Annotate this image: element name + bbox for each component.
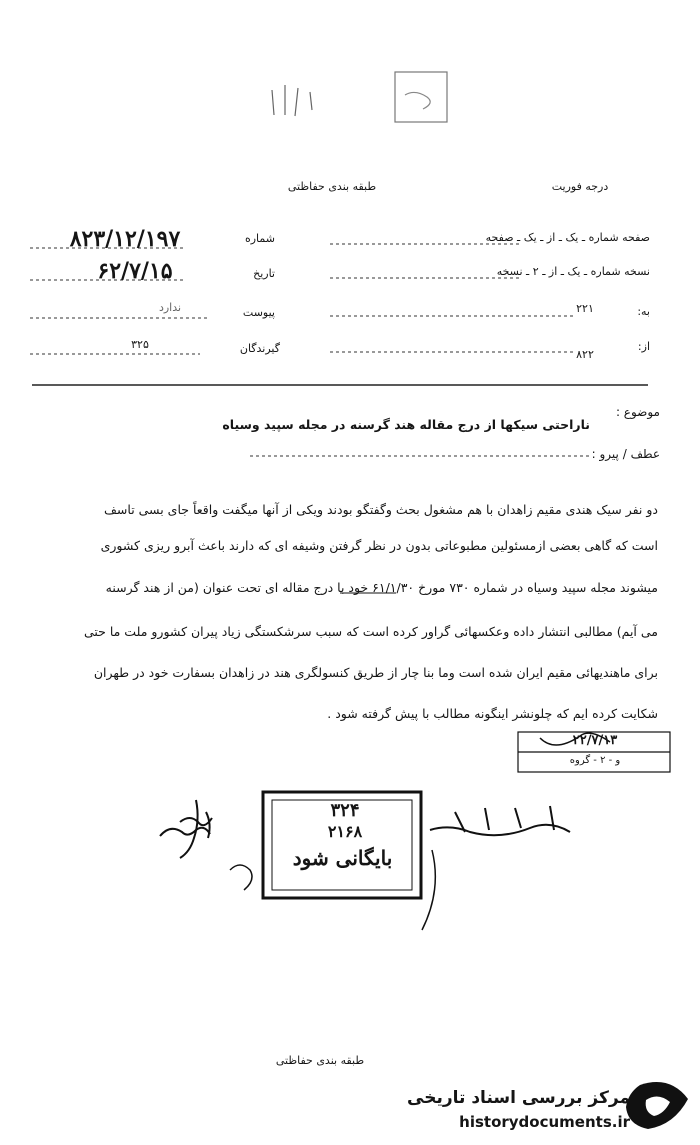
body-line-2: است که گاهی بعضی ازمسئولین مطبوعاتی بدون در نظر گرفتن وشیفه ای که دارند باعث آبرو ریزی کشوری [100, 538, 658, 553]
body-line-1: دو نفر سیک هندی مقیم زاهدان با هم مشغول بحث وگفتگو بودند ویکی از آنها میگفت واقعاً جای بسی تاسف [103, 502, 658, 517]
watermark-logo-mark [626, 1082, 688, 1129]
attachment-value: ندارد [158, 301, 182, 314]
classification-bottom: طبقه بندی حفاظتی [275, 1054, 365, 1067]
stamp-number: ۳۲۴ [330, 800, 360, 821]
attachment-label: پیوست [242, 306, 275, 319]
body-line-6: شکایت کرده ایم که چلونشر اینگونه مطالب با پیش گرفته شود . [327, 706, 658, 721]
number-value: ۸۲۳/۱۲/۱۹۷ [69, 226, 181, 252]
watermark-title: مرکز بررسی اسناد تاریخی [407, 1088, 630, 1108]
copy-count-label: نسخه شماره ـ یک ـ از ـ ۲ ـ نسخه [496, 265, 650, 278]
page-copy-label: صفحه شماره ـ یک ـ از ـ یک ـ صفحه [485, 231, 650, 244]
body-line-3: میشوند مجله سپید وسیاه در شماره ۷۳۰ مورخ ۶۱/۱/۳۰ خود با درج مقاله ای تحت عنوان (من از هند گرسنه [105, 580, 658, 595]
top-faint-stamp [272, 72, 447, 122]
from-value: ۸۲۲ [576, 348, 594, 361]
recipients-label: گیرندگان [239, 342, 280, 355]
date-value: ۶۲/۷/۱۵ [97, 258, 173, 284]
body-line-5: برای ماهندیهائی مقیم ایران شده است وما بنا چار از طریق کنسولگری هند در زاهدان بسفارت خود در طهران [93, 665, 658, 680]
routing-box-line1: ۲۲/۷/۱۳ [572, 733, 618, 748]
reference-label: عطف / پیرو : [591, 447, 660, 461]
classification-top: طبقه بندی حفاظتی [287, 180, 377, 193]
urgency-label: درجه فوریت [551, 180, 609, 193]
from-label: از: [637, 340, 650, 353]
watermark-url: historydocuments.ir [459, 1113, 630, 1131]
subject-label: موضوع : [615, 405, 660, 419]
stamp-text: بایگانی شود [292, 846, 393, 870]
subject-text: ناراحتی سیکها از درج مقاله هند گرسنه در مجله سپید وسیاه [222, 417, 590, 432]
routing-box-line2: و - ۲ - گروه [569, 755, 621, 766]
date-label: تاریخ [253, 267, 275, 280]
to-value: ۲۲۱ [576, 302, 594, 315]
stamp-code: ۲۱۶۸ [327, 822, 363, 841]
recipients-value: ۳۲۵ [131, 338, 149, 351]
number-label: شماره [244, 232, 275, 245]
to-label: به: [637, 305, 650, 318]
body-line-4: می آیم) مطالبی انتشار داده وعکسهائی گراور کرده است که سبب سرشکستگی زیاد پیران کشورو ملت ما حتی [83, 624, 658, 639]
